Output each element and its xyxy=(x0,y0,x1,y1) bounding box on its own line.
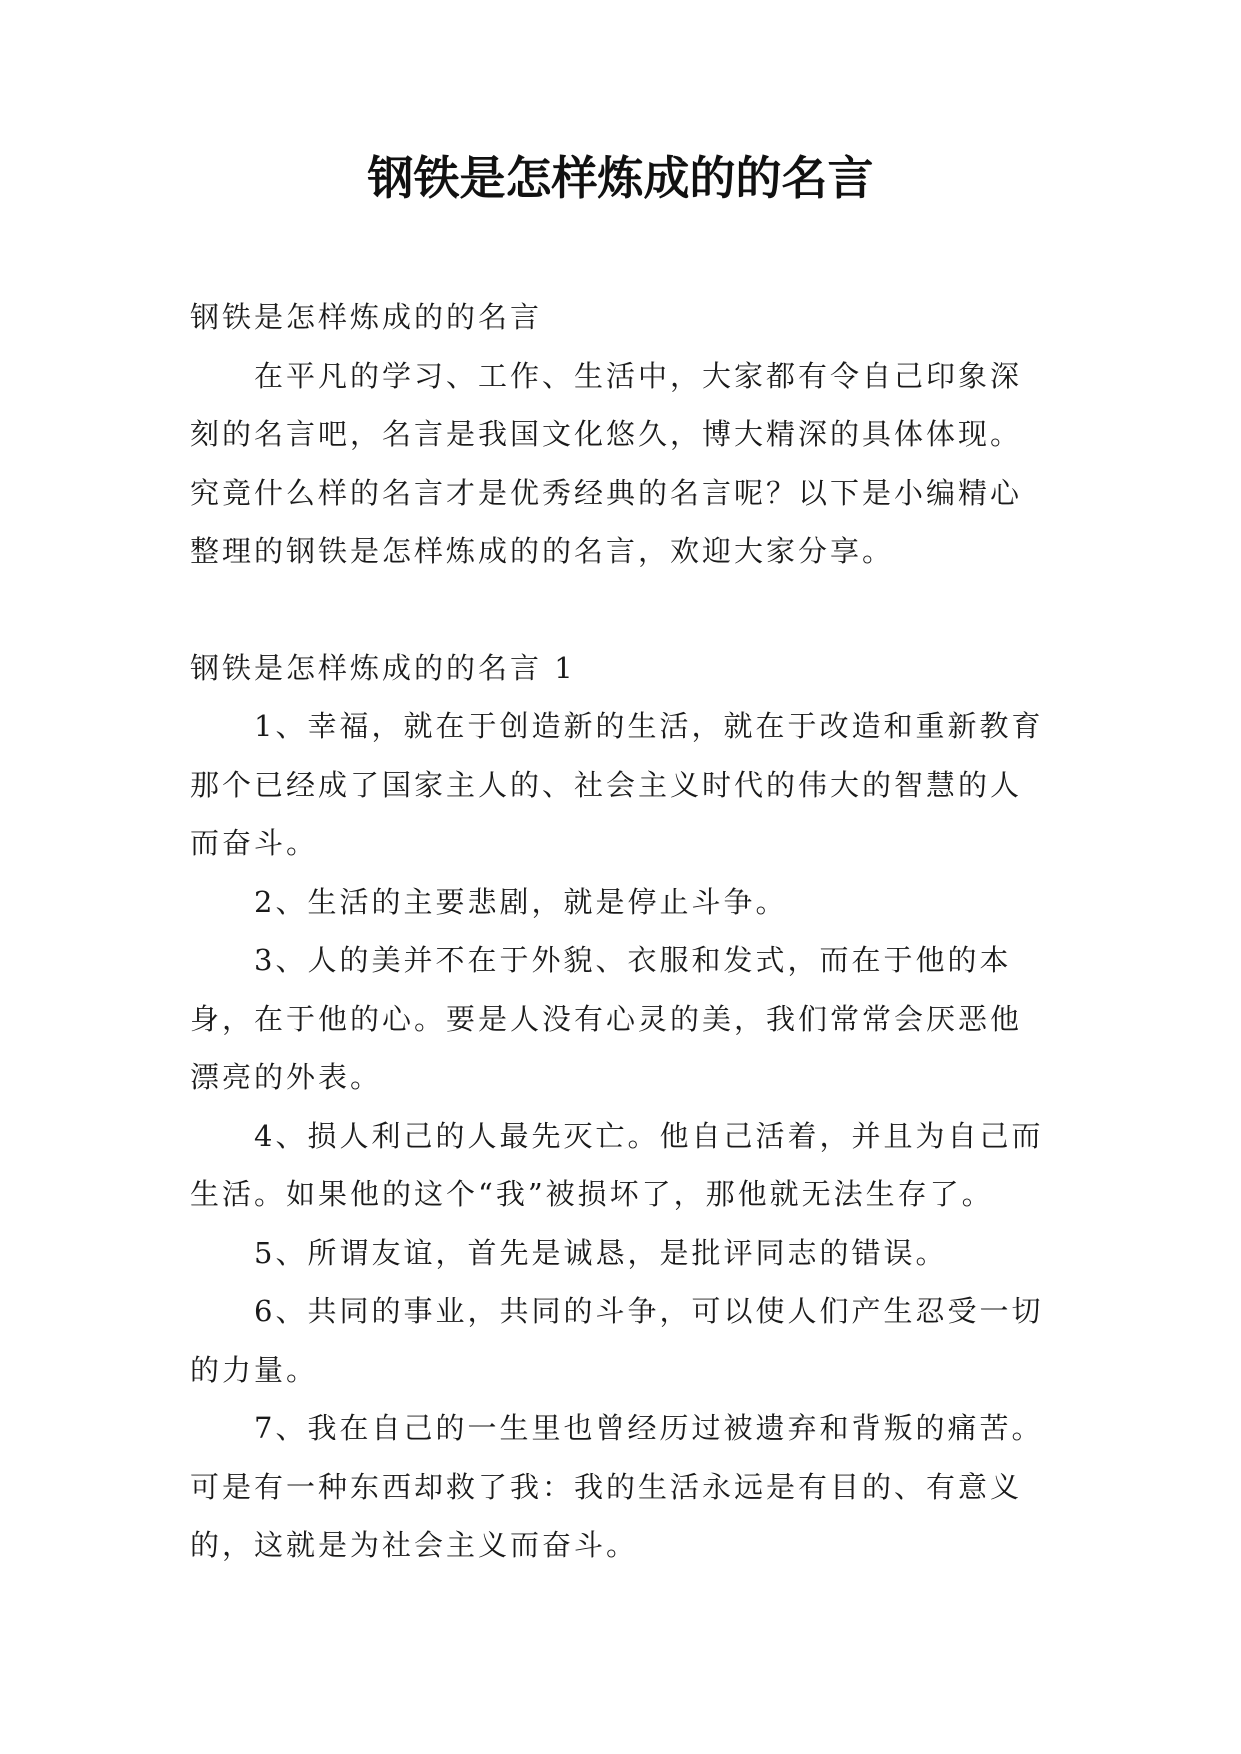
quote-item: 3、人的美并不在于外貌、衣服和发式，而在于他的本身，在于他的心。要是人没有心灵的美，我们常常会厌恶他漂亮的外表。 xyxy=(190,943,1023,1094)
intro-paragraph: 在平凡的学习、工作、生活中，大家都有令自己印象深刻的名言吧，名言是我国文化悠久，博大精深的具体体现。究竟什么样的名言才是优秀经典的名言呢？以下是小编精心整理的钢铁是怎样炼成的的名言，欢迎大家分享。 xyxy=(190,358,1023,568)
quote-item: 2、生活的主要悲剧，就是停止斗争。 xyxy=(254,884,788,919)
document-body xyxy=(190,288,1052,1575)
quote-item: 1、幸福，就在于创造新的生活，就在于改造和重新教育那个已经成了国家主人的、社会主义时代的伟大的智慧的人而奋斗。 xyxy=(190,709,1044,860)
section-heading: 钢铁是怎样炼成的的名言 1 xyxy=(190,650,576,685)
quote-item: 7、我在自己的一生里也曾经历过被遗弃和背叛的痛苦。可是有一种东西却救了我：我的生活永远是有目的、有意义的，这就是为社会主义而奋斗。 xyxy=(190,1411,1044,1562)
quote-item: 4、损人利己的人最先灭亡。他自己活着，并且为自己而生活。如果他的这个“我”被损坏了，那他就无法生存了。 xyxy=(190,1118,1044,1211)
paragraph-gap xyxy=(190,581,1052,639)
quote-item: 6、共同的事业，共同的斗争，可以使人们产生忍受一切的力量。 xyxy=(190,1294,1044,1387)
document-subtitle: 钢铁是怎样炼成的的名言 xyxy=(190,300,543,334)
quote-item: 5、所谓友谊，首先是诚恳，是批评同志的错误。 xyxy=(254,1235,948,1270)
document-title: 钢铁是怎样炼成的的名言 xyxy=(367,151,874,205)
